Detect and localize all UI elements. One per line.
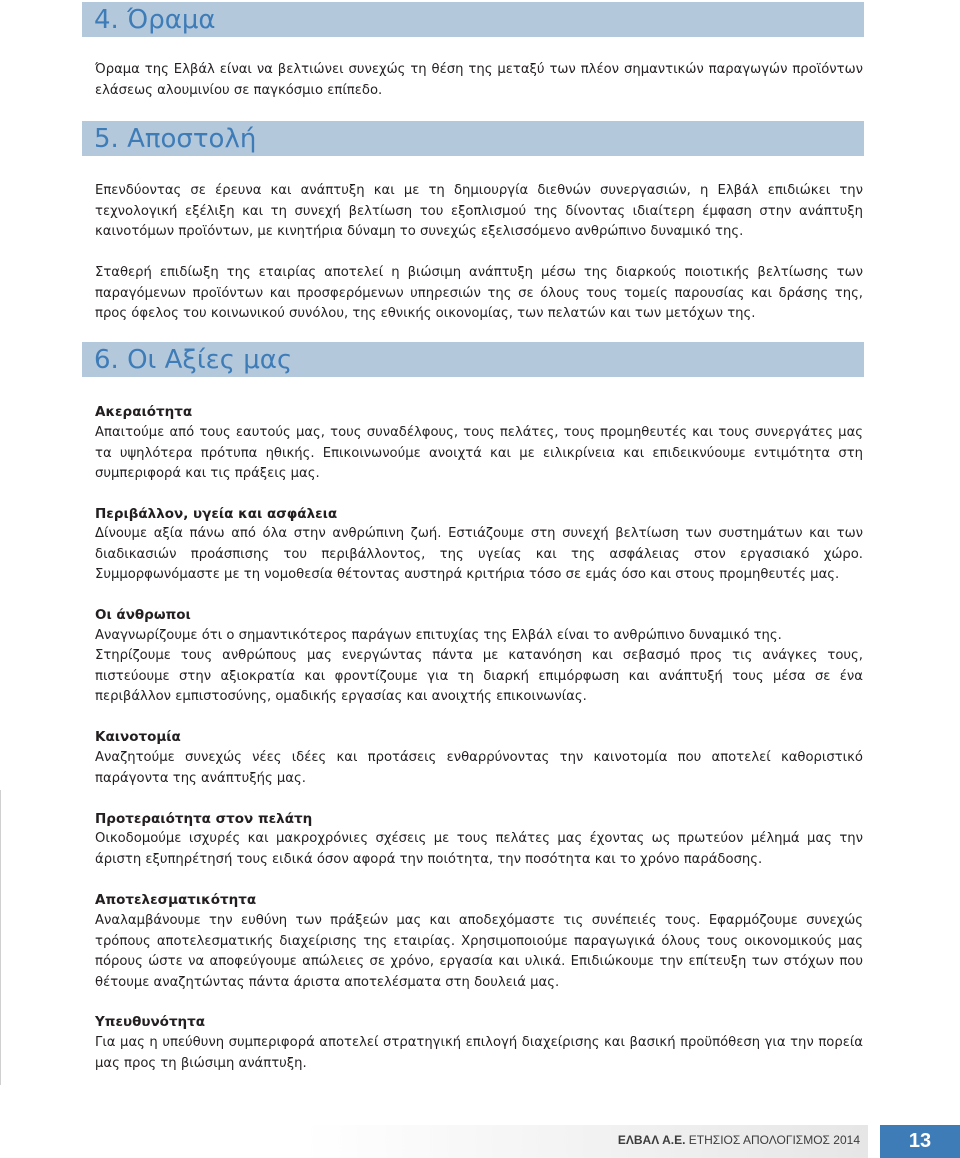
value-text-people-2: Στηρίζουμε τους ανθρώπους μας ενεργώντας πάντα με κατανόηση και σεβασμό προς τις ανάγκες τους, πιστεύουμε στην αξιοκρατία και φροντίζουμε για τη διαρκή επιμόρφωση και ανάπτυξή τους μέσα σε ένα περιβάλλον εμπιστοσύνης, ομαδικής εργασίας και ανοιχτής επικοινωνίας. [95, 648, 863, 704]
value-title-people: Οι άνθρωποι [95, 607, 191, 623]
value-title-integrity: Ακεραιότητα [95, 404, 193, 420]
footer-text [618, 1133, 860, 1147]
value-text-people-1: Αναγνωρίζουμε ότι ο σημαντικότερος παράγων επιτυχίας της Ελβάλ είναι το ανθρώπινο δυναμικό της. [95, 628, 782, 643]
values-heading-band [82, 342, 864, 377]
mission-paragraph-2: Σταθερή επιδίωξη της εταιρίας αποτελεί η βιώσιμη ανάπτυξη μέσω της διαρκούς ποιοτικής βελτίωσης των παραγόμενων προϊόντων και προσφερόμενων υπηρεσιών της σε όλους τους τομείς παρουσίας και δράσης της, προς όφελος του κοινωνικού συνόλου, της εθνικής οικονομίας, των πελατών και των μετόχων της. [95, 265, 863, 321]
value-text-integrity: Απαιτούμε από τους εαυτούς μας, τους συναδέλφους, τους πελάτες, τους προμηθευτές και τους συνεργάτες μας τα υψηλότερα πρότυπα ηθικής. Επικοινωνούμε ανοιχτά και με ειλικρίνεια και επιδεικνύουμε εντιμότητα στη συμπεριφορά και τις πράξεις μας. [95, 425, 863, 481]
value-title-environment: Περιβάλλον, υγεία και ασφάλεια [95, 506, 338, 522]
margin-rule [0, 790, 1, 1085]
footer-brand: ΕΛΒΑΛ Α.Ε. [617, 1133, 686, 1147]
page-footer [0, 1125, 960, 1158]
vision-text: Όραμα της Ελβάλ είναι να βελτιώνει συνεχώς τη θέση της μεταξύ των πλέον σημαντικών παραγωγών προϊόντων ελάσεως αλουμινίου σε παγκόσμιο επίπεδο. [95, 62, 863, 98]
mission-heading: 5. Αποστολή [94, 124, 257, 154]
value-title-responsibility: Υπευθυνότητα [95, 1014, 206, 1030]
value-text-innovation: Αναζητούμε συνεχώς νέες ιδέες και προτάσεις ενθαρρύνοντας την καινοτομία που αποτελεί καθοριστικό παράγοντα της ανάπτυξής μας. [95, 750, 863, 786]
value-text-environment: Δίνουμε αξία πάνω από όλα στην ανθρώπινη ζωή. Εστιάζουμε στη συνεχή βελτίωση των συστημάτων και των διαδικασιών προάσπισης του περιβάλλοντος, της υγείας και της ασφάλειας στον εργασιακό χώρο. Συμμορφωνόμαστε με τη νομοθεσία θέτοντας αυστηρά κριτήρια τόσο σε εμάς όσο και στους προμηθευτές μας. [95, 526, 863, 582]
values-heading: 6. Οι Αξίες μας [94, 345, 293, 375]
footer-report-title: ΕΤΗΣΙΟΣ ΑΠΟΛΟΓΙΣΜΟΣ 2014 [688, 1133, 860, 1147]
value-text-effectiveness: Αναλαμβάνουμε την ευθύνη των πράξεών μας και αποδεχόμαστε τις συνέπειές τους. Εφαρμόζουμε συνεχώς τρόπους αποτελεσματικής διαχείρισης της εταιρίας. Χρησιμοποιούμε παραγωγικά όλους τους οικονομικούς μας πόρους ώστε να αποφεύγουμε απώλειες σε χρόνο, εργασία και υλικά. Επιδιώκουμε την επίτευξη των στόχων που θέτουμε αναζητώντας πάντα άριστα αποτελέσματα στη δουλειά μας. [95, 913, 863, 990]
value-text-customer: Οικοδομούμε ισχυρές και μακροχρόνιες σχέσεις με τους πελάτες μας έχοντας ως πρωτεύον μέλημά μας την άριστη εξυπηρέτησή τους ειδικά όσον αφορά την ποιότητα, την ποσότητα και το χρόνο παράδοσης. [95, 831, 863, 867]
vision-heading: 4. Όραμα [94, 5, 216, 35]
value-title-effectiveness: Αποτελεσματικότητα [95, 892, 257, 908]
value-text-responsibility: Για μας η υπεύθυνη συμπεριφορά αποτελεί στρατηγική επιλογή διαχείρισης και βασική προϋπόθεση για την πορεία μας προς τη βιώσιμη ανάπτυξη. [95, 1035, 863, 1071]
value-title-innovation: Καινοτομία [95, 729, 181, 745]
mission-heading-band [82, 121, 864, 156]
vision-heading-band [82, 2, 864, 37]
mission-paragraph-1: Επενδύοντας σε έρευνα και ανάπτυξη και με τη δημιουργία διεθνών συνεργασιών, η Ελβάλ επιδιώκει την τεχνολογική εξέλιξη και τη συνεχή βελτίωση του εξοπλισμού της δίνοντας ιδιαίτερη έμφαση στην ανάπτυξη καινοτόμων προϊόντων, με κινητήρια δύναμη το συνεχώς εξελισσόμενο ανθρώπινο δυναμικό της. [95, 183, 863, 239]
page-number: 13 [880, 1125, 960, 1158]
value-title-customer: Προτεραιότητα στον πελάτη [95, 811, 313, 827]
